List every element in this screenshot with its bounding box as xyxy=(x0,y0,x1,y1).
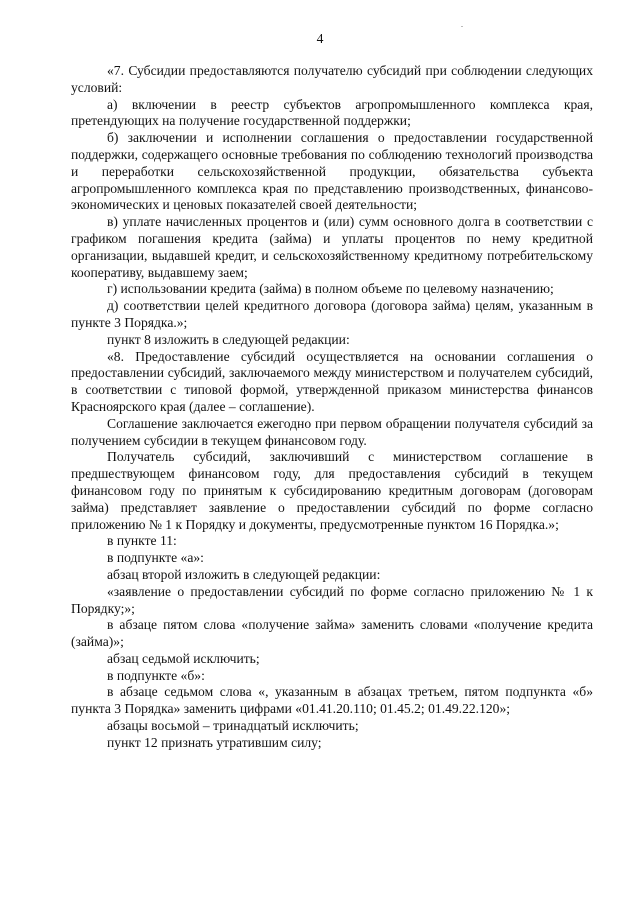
paragraph-seventh-clause-removed: абзац седьмой исключить; xyxy=(107,650,260,666)
scan-speck xyxy=(461,26,463,27)
page-number: 4 xyxy=(316,31,324,46)
paragraph-subpoint-a: в подпункте «а»: xyxy=(107,550,204,566)
paragraph-subitem-a: а) включении в реестр субъектов агропромышленного комплекса края, претендующих на получение государственной поддержки; xyxy=(71,96,593,129)
paragraph-point-12-void: пункт 12 признать утратившим силу; xyxy=(107,734,322,750)
paragraph-second-clause: абзац второй изложить в следующей редакции: xyxy=(107,566,381,582)
paragraph-recipient: Получатель субсидий, заключивший с министерством соглашение в предшествующем финансовом году, для предоставления субсидий в текущем финансовом году по принятым к субсидированию кредитным договорам (договорам займа) представляет заявление о предоставлении субсидий по форме согласно приложению № 1 к Порядку и документы, предусмотренные пунктом 16 Порядка.»; xyxy=(71,449,593,532)
document-body xyxy=(71,63,593,752)
paragraph-application-form: «заявление о предоставлении субсидий по форме согласно приложению № 1 к Порядку;»; xyxy=(71,583,593,616)
paragraph-item-8: «8. Предоставление субсидий осуществляется на основании соглашения о предоставлении субсидий, заключаемого между министерством и получателем субсидий, в соответствии с типовой формой, утвержденной приказом министерства финансов Красноярского края (далее – соглашение). xyxy=(71,348,593,414)
paragraph-subitem-g: г) использовании кредита (займа) в полном объеме по целевому назначению; xyxy=(107,281,554,297)
paragraph-point-8-intro: пункт 8 изложить в следующей редакции: xyxy=(107,331,350,347)
paragraph-subitem-v: в) уплате начисленных процентов и (или) сумм основного долга в соответствии с графиком погашения кредита (займа) и уплаты процентов по нему кредитной организации, выдавшей кредит, и сельскохозяйственному кредитному потребительскому кооперативу, выдавшему заем; xyxy=(71,214,593,280)
paragraph-subpoint-b: в подпункте «б»: xyxy=(107,667,205,683)
paragraph-subitem-b: б) заключении и исполнении соглашения о предоставлении государственной поддержки, содержащего основные требования по соблюдению технологий производства и переработки сельскохозяйственной продукции, обязательства субъекта агропромышленного комплекса края по представлению производственных, финансово-экономических и ценовых показателей своей деятельности; xyxy=(71,130,593,213)
paragraph-clauses-removed: абзацы восьмой – тринадцатый исключить; xyxy=(107,718,359,734)
paragraph-agreement: Соглашение заключается ежегодно при первом обращении получателя субсидий за получением субсидии в текущем финансовом году. xyxy=(71,415,593,448)
paragraph-seventh-clause-codes: в абзаце седьмом слова «, указанным в абзацах третьем, пятом подпункта «б» пункта 3 Порядка» заменить цифрами «01.41.20.110; 01.45.2; 01.49.22.120»; xyxy=(71,684,593,717)
paragraph-point-11: в пункте 11: xyxy=(107,533,177,549)
paragraph-item-7: «7. Субсидии предоставляются получателю субсидий при соблюдении следующих условий: xyxy=(71,63,593,95)
paragraph-fifth-clause: в абзаце пятом слова «получение займа» заменить словами «получение кредита (займа)»; xyxy=(71,617,593,650)
paragraph-subitem-d: д) соответствии целей кредитного договора (договора займа) целям, указанным в пункте 3 Порядка.»; xyxy=(71,298,593,330)
